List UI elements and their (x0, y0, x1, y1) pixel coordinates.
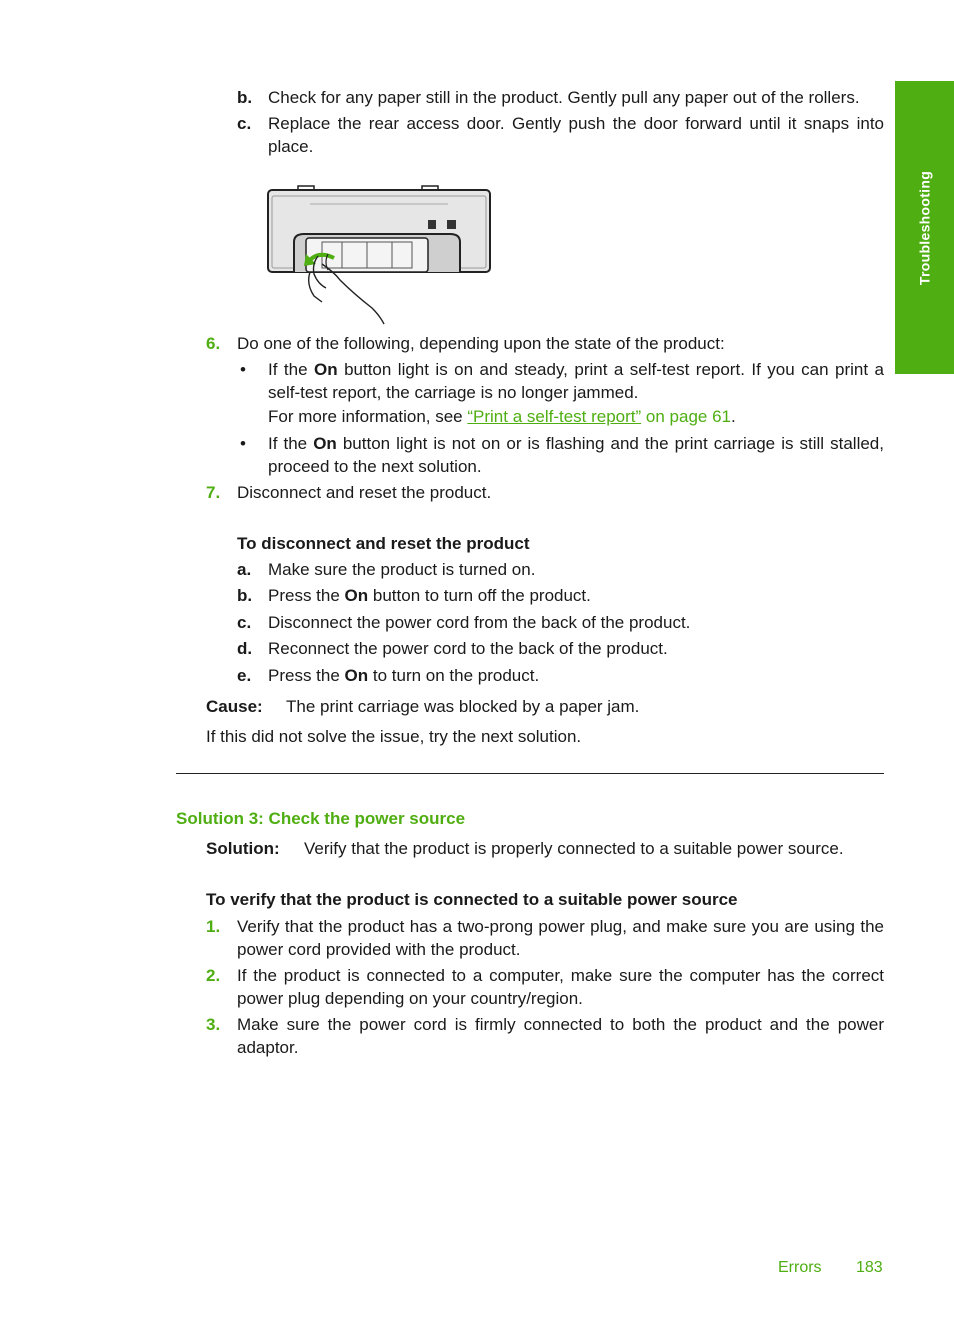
reset-step-d-text: Reconnect the power cord to the back of the product. (268, 639, 668, 658)
reset-step-c-text: Disconnect the power cord from the back of the product. (268, 613, 691, 632)
verify-step-2-number: 2. (206, 966, 221, 985)
solution-3-heading: Solution 3: Check the power source (176, 809, 466, 828)
step-c-text: Replace the rear access door. Gently push the door forward until it snaps into place. (268, 114, 884, 156)
bullet-1-more-info: For more information, see “Print a self-test report” on page 61. (268, 407, 736, 426)
step-6-number: 6. (206, 334, 221, 353)
step-c-label: c. (237, 114, 252, 133)
next-solution-text: If this did not solve the issue, try the next solution. (206, 727, 582, 746)
footer-section: Errors (778, 1259, 822, 1276)
reset-step-e-label: e. (237, 666, 252, 685)
cause-text: The print carriage was blocked by a paper jam. (286, 697, 640, 716)
reset-heading: To disconnect and reset the product (237, 534, 530, 553)
step-6-text: Do one of the following, depending upon the state of the product: (237, 334, 725, 353)
self-test-report-link[interactable]: “Print a self-test report” on page 61 (467, 407, 731, 426)
side-tab-troubleshooting (895, 81, 954, 374)
footer-page-number: 183 (856, 1259, 883, 1276)
solution-label: Solution: (206, 839, 280, 858)
verify-step-3-number: 3. (206, 1015, 221, 1034)
reset-step-a-text: Make sure the product is turned on. (268, 560, 536, 579)
solution-text: Verify that the product is properly connected to a suitable power source. (304, 839, 844, 858)
cause-label: Cause: (206, 697, 263, 716)
reset-step-d-label: d. (237, 639, 253, 658)
bullet-2-marker: • (240, 434, 246, 453)
step-b-text: Check for any paper still in the product. Gently pull any paper out of the rollers. (268, 88, 860, 107)
step-7-text: Disconnect and reset the product. (237, 483, 492, 502)
reset-step-b-label: b. (237, 586, 253, 605)
bullet-1-marker: • (240, 360, 246, 379)
bullet-1-text: If the On button light is on and steady, print a self-test report. If you can print a self-test report, the carriage is no longer jammed. (268, 360, 884, 402)
verify-step-1-number: 1. (206, 917, 221, 936)
verify-step-3-text: Make sure the power cord is firmly connected to both the product and the power adaptor. (237, 1015, 884, 1057)
section-divider (176, 773, 884, 774)
verify-step-2-text: If the product is connected to a computer, make sure the computer has the correct power plug depending on your country/region. (237, 966, 884, 1008)
reset-step-b-text: Press the On button to turn off the product. (268, 586, 591, 605)
reset-step-a-label: a. (237, 560, 252, 579)
verify-heading: To verify that the product is connected to a suitable power source (206, 890, 738, 909)
printer-rear-door-illustration (262, 184, 498, 326)
reset-step-e-text: Press the On to turn on the product. (268, 666, 540, 685)
reset-step-c-label: c. (237, 613, 252, 632)
step-b-label: b. (237, 88, 253, 107)
bullet-2-text: If the On button light is not on or is flashing and the print carriage is still stalled, proceed to the next solution. (268, 434, 884, 476)
side-tab-label: Troubleshooting (916, 170, 932, 285)
verify-step-1-text: Verify that the product has a two-prong power plug, and make sure you are using the power cord provided with the product. (237, 917, 884, 959)
step-7-number: 7. (206, 483, 221, 502)
